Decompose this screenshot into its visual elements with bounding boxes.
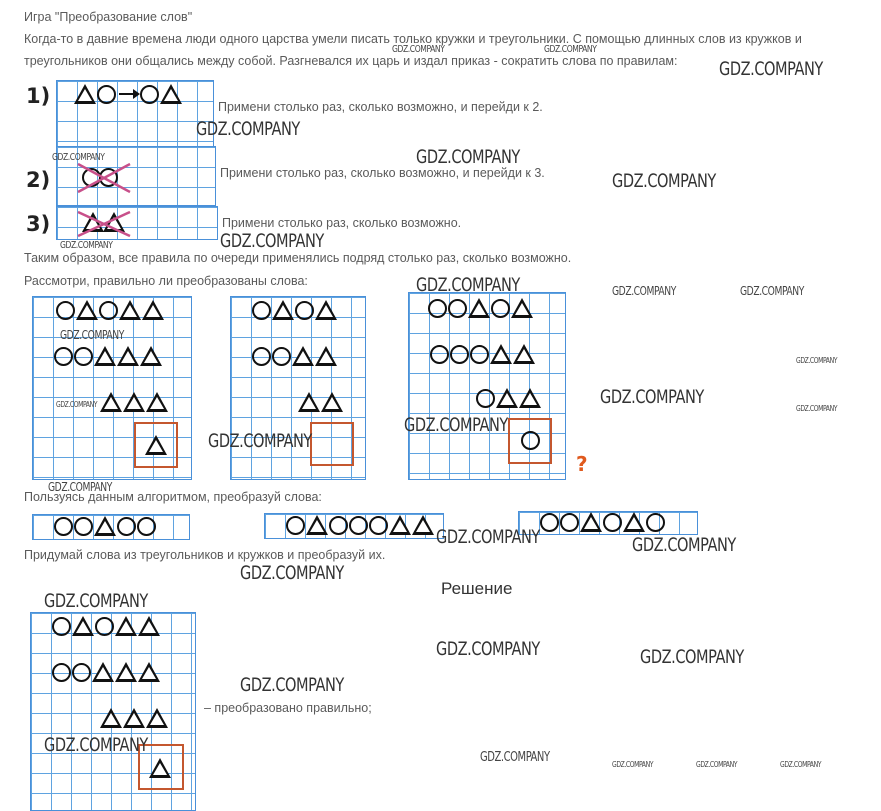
rule-2-number: 2) [26, 168, 51, 192]
circle-icon [74, 517, 93, 536]
triangle-icon [140, 346, 162, 366]
solution-heading: Решение [441, 579, 513, 598]
use-prompt: Пользуясь данным алгоритмом, преобразуй слова: [24, 490, 322, 504]
watermark: GDZ.COMPANY [196, 118, 300, 140]
watermark: GDZ.COMPANY [208, 430, 312, 452]
watermark: GDZ.COMPANY [240, 562, 344, 584]
circle-icon [448, 299, 467, 318]
watermark: GDZ.COMPANY [56, 400, 98, 409]
triangle-icon [74, 84, 96, 104]
cross-out-icon [74, 160, 134, 196]
example-3-word-3 [476, 388, 541, 408]
solution-result [149, 758, 171, 778]
triangle-icon [138, 616, 160, 636]
example-3-word-2 [430, 344, 535, 364]
circle-icon [369, 516, 388, 535]
triangle-icon [511, 298, 533, 318]
watermark: GDZ.COMPANY [612, 760, 654, 769]
example-2-word-3 [298, 392, 343, 412]
watermark: GDZ.COMPANY [416, 146, 520, 168]
circle-icon [74, 347, 93, 366]
rule-3-text: Примени столько раз, сколько возможно. [222, 216, 462, 230]
intro-text: Когда-то в давние времена люди одного царства умели писать только кружки и треугольники. С помощью длинных слов из кружков и треугольников они общались между собой. Разгневался их царь и издал приказ - сократить слова по правилам: [24, 32, 802, 68]
question-mark: ? [576, 452, 588, 476]
invent-prompt: Придумай слова из треугольников и кружков и преобразуй их. [24, 548, 386, 562]
watermark: GDZ.COMPANY [480, 750, 550, 765]
triangle-icon [623, 512, 645, 532]
triangle-icon [580, 512, 602, 532]
watermark: GDZ.COMPANY [60, 240, 113, 251]
triangle-icon [100, 708, 122, 728]
watermark: GDZ.COMPANY [632, 534, 736, 556]
example-2-word-1 [252, 300, 337, 320]
example-1-word-2 [54, 346, 162, 366]
triangle-icon [468, 298, 490, 318]
solution-word-2 [52, 662, 160, 682]
watermark: GDZ.COMPANY [44, 590, 148, 612]
triangle-icon [72, 616, 94, 636]
triangle-icon [123, 392, 145, 412]
triangle-icon [123, 708, 145, 728]
circle-icon [137, 517, 156, 536]
triangle-icon [519, 388, 541, 408]
triangle-icon [292, 346, 314, 366]
cross-out-icon [74, 208, 134, 238]
example-2-word-2 [252, 346, 337, 366]
circle-icon [117, 517, 136, 536]
triangle-icon [145, 435, 167, 455]
task-word-2 [286, 515, 434, 535]
solution-word-1 [52, 616, 160, 636]
circle-icon [560, 513, 579, 532]
example-1-word-3 [100, 392, 168, 412]
circle-icon [54, 517, 73, 536]
triangle-icon [115, 662, 137, 682]
watermark: GDZ.COMPANY [52, 152, 105, 163]
circle-icon [521, 431, 540, 450]
circle-icon [54, 347, 73, 366]
circle-icon [252, 347, 271, 366]
rule-3-number: 3) [26, 212, 51, 236]
triangle-icon [496, 388, 518, 408]
watermark: GDZ.COMPANY [796, 356, 838, 365]
triangle-icon [149, 758, 171, 778]
triangle-icon [146, 708, 168, 728]
task-word-1 [54, 516, 156, 536]
watermark: GDZ.COMPANY [544, 44, 597, 55]
circle-icon [349, 516, 368, 535]
triangle-icon [315, 346, 337, 366]
circle-icon [646, 513, 665, 532]
watermark: GDZ.COMPANY [612, 284, 676, 298]
solution-note: – преобразовано правильно; [204, 701, 372, 715]
watermark: GDZ.COMPANY [48, 480, 112, 494]
triangle-icon [94, 516, 116, 536]
watermark: GDZ.COMPANY [640, 646, 744, 668]
example-1-word-1 [56, 300, 164, 320]
triangle-icon [100, 392, 122, 412]
circle-icon [476, 389, 495, 408]
watermark: GDZ.COMPANY [436, 638, 540, 660]
triangle-icon [412, 515, 434, 535]
arrow-icon [119, 93, 137, 96]
watermark: GDZ.COMPANY [600, 386, 704, 408]
watermark: GDZ.COMPANY [44, 734, 148, 756]
triangle-icon [306, 515, 328, 535]
example-3-word-1 [428, 298, 533, 318]
solution-word-3 [100, 708, 168, 728]
watermark: GDZ.COMPANY [240, 674, 344, 696]
rule-1-pattern [74, 84, 182, 104]
circle-icon [140, 85, 159, 104]
watermark: GDZ.COMPANY [780, 760, 822, 769]
watermark: GDZ.COMPANY [719, 58, 823, 80]
circle-icon [470, 345, 489, 364]
circle-icon [72, 663, 91, 682]
rule-1-number: 1) [26, 84, 51, 108]
triangle-icon [160, 84, 182, 104]
triangle-icon [146, 392, 168, 412]
circle-icon [52, 617, 71, 636]
circle-icon [286, 516, 305, 535]
example-3-result [521, 431, 540, 450]
circle-icon [295, 301, 314, 320]
circle-icon [97, 85, 116, 104]
triangle-icon [513, 344, 535, 364]
triangle-icon [117, 346, 139, 366]
triangle-icon [138, 662, 160, 682]
triangle-icon [94, 346, 116, 366]
rule-1-text: Примени столько раз, сколько возможно, и перейди к 2. [218, 100, 543, 114]
triangle-icon [142, 300, 164, 320]
circle-icon [428, 299, 447, 318]
rule-2-text: Примени столько раз, сколько возможно, и перейди к 3. [220, 166, 545, 180]
watermark: GDZ.COMPANY [696, 760, 738, 769]
summary-text: Таким образом, все правила по очереди применялись подряд столько раз, сколько возможно. [24, 251, 572, 265]
watermark: GDZ.COMPANY [404, 414, 508, 436]
triangle-icon [76, 300, 98, 320]
check-prompt: Рассмотри, правильно ли преобразованы слова: [24, 274, 308, 288]
watermark: GDZ.COMPANY [392, 44, 445, 55]
circle-icon [252, 301, 271, 320]
triangle-icon [115, 616, 137, 636]
task-word-3 [540, 512, 665, 532]
circle-icon [491, 299, 510, 318]
circle-icon [52, 663, 71, 682]
example-1-result [145, 435, 167, 455]
watermark: GDZ.COMPANY [740, 284, 804, 298]
circle-icon [56, 301, 75, 320]
watermark: GDZ.COMPANY [416, 274, 520, 296]
watermark: GDZ.COMPANY [220, 230, 324, 252]
circle-icon [450, 345, 469, 364]
example-2-result-box [310, 422, 354, 466]
triangle-icon [272, 300, 294, 320]
triangle-icon [119, 300, 141, 320]
circle-icon [603, 513, 622, 532]
circle-icon [272, 347, 291, 366]
triangle-icon [490, 344, 512, 364]
circle-icon [95, 617, 114, 636]
circle-icon [430, 345, 449, 364]
triangle-icon [92, 662, 114, 682]
circle-icon [329, 516, 348, 535]
watermark: GDZ.COMPANY [796, 404, 838, 413]
circle-icon [540, 513, 559, 532]
page-title: Игра "Преобразование слов" [24, 10, 193, 24]
triangle-icon [389, 515, 411, 535]
circle-icon [99, 301, 118, 320]
triangle-icon [315, 300, 337, 320]
watermark: GDZ.COMPANY [436, 526, 540, 548]
watermark: GDZ.COMPANY [612, 170, 716, 192]
triangle-icon [321, 392, 343, 412]
watermark: GDZ.COMPANY [60, 328, 124, 342]
triangle-icon [298, 392, 320, 412]
